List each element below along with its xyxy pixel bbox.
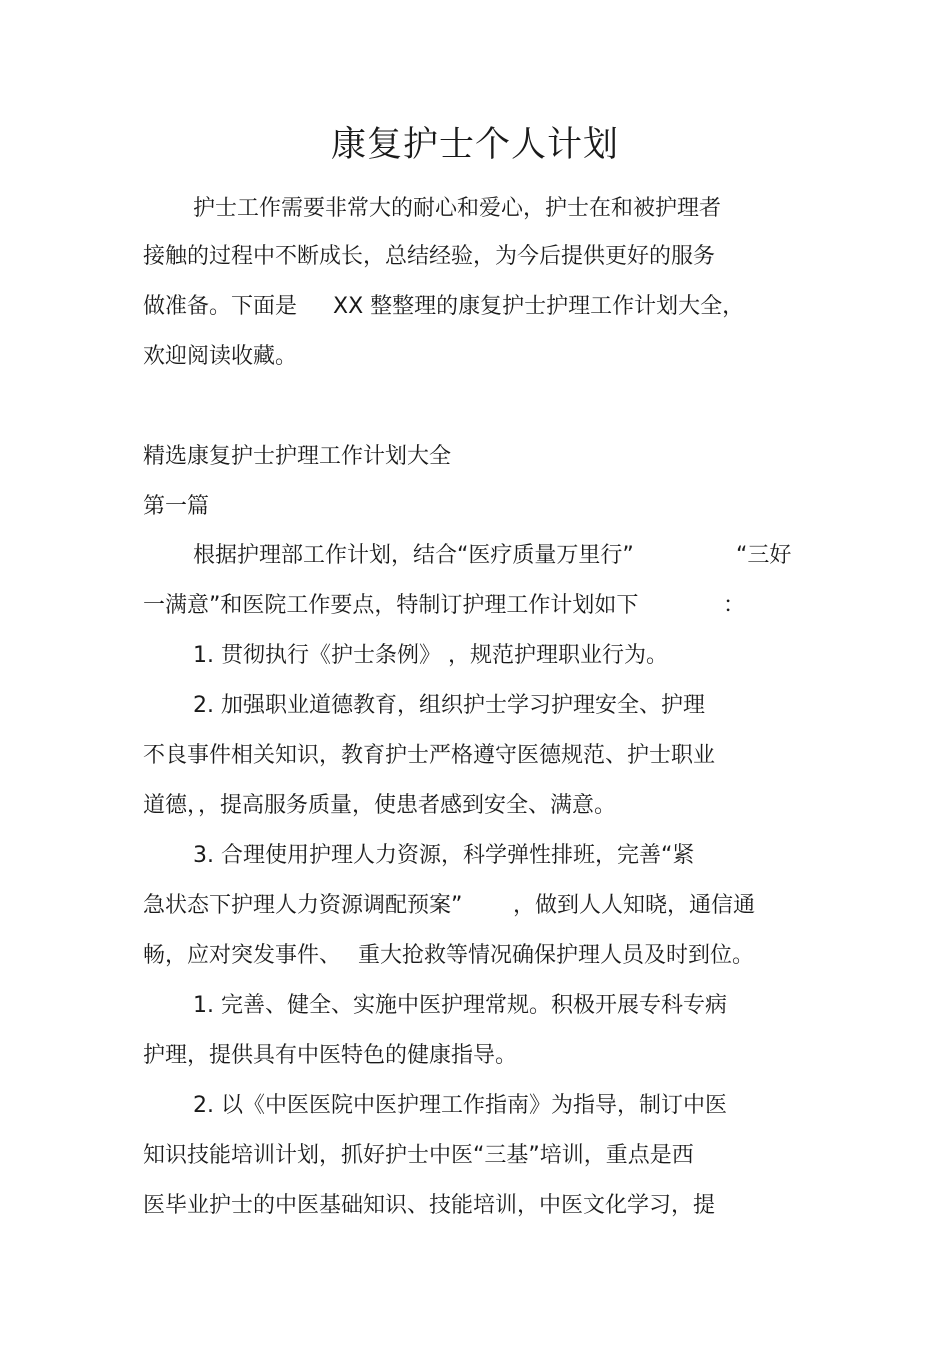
p1-line-2b: ： [723, 593, 746, 618]
item-3-line-3a: 畅，应对突发事件、 [143, 943, 342, 968]
item-3-line-3b: 重大抢救等情况确保护理人员及时到位。 [358, 943, 755, 968]
p1-line-1a: 根据护理部工作计划，结合“医疗质量万里行” [193, 543, 634, 568]
intro-line-1: 护士工作需要非常大的耐心和爱心，护士在和被护理者 [193, 196, 722, 221]
tcm-1-line-2: 护理，提供具有中医特色的健康指导。 [143, 1043, 518, 1068]
p1-line-1b: “三好 [736, 543, 792, 568]
item-1: 1. 贯彻执行《护士条例》 ，规范护理职业行为。 [193, 643, 668, 668]
item-2-line-3: 道德，，提高服务质量，使患者感到安全、满意。 [143, 793, 617, 818]
intro-line-3a: 做准备。下面是 [143, 294, 298, 319]
tcm-2-line-1: 2. 以《中医医院中医护理工作指南》为指导，制订中医 [193, 1093, 727, 1118]
item-3-line-1: 3. 合理使用护理人力资源，科学弹性排班，完善“紧 [193, 843, 695, 868]
item-3-line-2b: ，做到人人知晓，通信通 [513, 893, 756, 918]
intro-line-2: 接触的过程中不断成长，总结经验，为今后提供更好的服务 [143, 244, 716, 269]
document-title: 康复护士个人计划 [330, 125, 619, 165]
item-2-line-2: 不良事件相关知识，教育护士严格遵守医德规范、护士职业 [143, 743, 716, 768]
intro-line-3b: XX 整整理的康复护士护理工作计划大全， [333, 294, 745, 319]
section-heading: 精选康复护士护理工作计划大全 [143, 444, 452, 469]
part-heading: 第一篇 [143, 494, 210, 519]
item-2-line-1: 2. 加强职业道德教育，组织护士学习护理安全、护理 [193, 693, 705, 718]
intro-line-4: 欢迎阅读收藏。 [143, 344, 298, 369]
item-3-line-2a: 急状态下护理人力资源调配预案” [143, 893, 463, 918]
tcm-2-line-3: 医毕业护士的中医基础知识、技能培训，中医文化学习，提 [143, 1193, 716, 1218]
p1-line-2a: 一满意”和医院工作要点，特制订护理工作计划如下 [143, 593, 639, 618]
tcm-1-line-1: 1. 完善、健全、实施中医护理常规。积极开展专科专病 [193, 993, 727, 1018]
tcm-2-line-2: 知识技能培训计划，抓好护士中医“三基”培训，重点是西 [143, 1143, 694, 1168]
